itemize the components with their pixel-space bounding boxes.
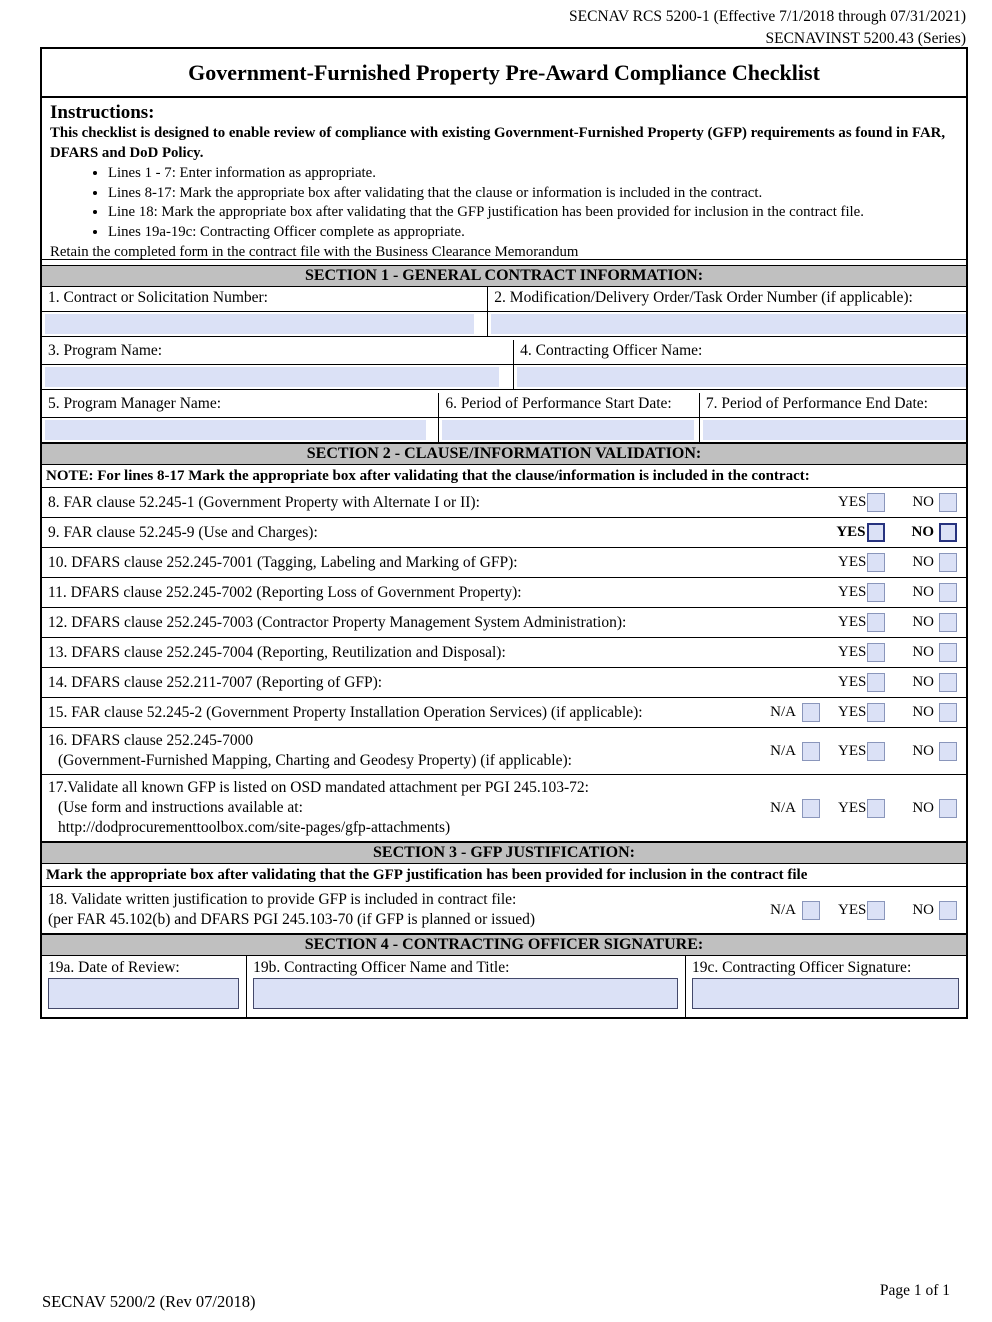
- clause-row-8: [42, 488, 966, 518]
- row11-no-label: NO: [912, 584, 934, 600]
- row14-yes-checkbox[interactable]: [867, 673, 885, 692]
- instructions-retain-note: Retain the completed form in the contract file with the Business Clearance Memorandum: [50, 244, 579, 260]
- header-rcs-line: SECNAV RCS 5200-1 (Effective 7/1/2018 through 07/31/2021): [569, 8, 966, 25]
- row12-no-label: NO: [912, 614, 934, 630]
- officer-name-title-cell: [247, 956, 686, 1017]
- row12-yes-checkbox[interactable]: [867, 613, 885, 632]
- clause-row-9-label: 9. FAR clause 52.245-9 (Use and Charges):: [48, 523, 318, 541]
- footer-page-number: Page 1 of 1: [879, 1282, 950, 1299]
- program-name-input[interactable]: [45, 367, 499, 387]
- clause-row-16-label: [42, 728, 770, 774]
- officer-signature-cell: [686, 956, 966, 1017]
- row9-no-checkbox[interactable]: [939, 523, 957, 542]
- clause-row-15: [42, 698, 966, 728]
- clause-row-16: [42, 728, 966, 775]
- row16-no-label: NO: [912, 742, 934, 759]
- row16-yes-checkbox[interactable]: [867, 742, 885, 761]
- justification-row-18: [42, 887, 966, 934]
- clause-row-17-label: [42, 775, 770, 841]
- clause-row-15-label: 15. FAR clause 52.245-2 (Government Property Installation Operation Services) (if applicable):: [48, 703, 643, 721]
- row14-no-label: NO: [912, 674, 934, 690]
- date-of-review-cell: [42, 956, 247, 1017]
- row8-yes-checkbox[interactable]: [867, 493, 885, 512]
- clause-row-14: [42, 668, 966, 698]
- form-title: Government-Furnished Property Pre-Award Compliance Checklist: [42, 49, 966, 98]
- pop-start-date-label: 6. Period of Performance Start Date:: [439, 393, 700, 417]
- modification-number-label: 2. Modification/Delivery Order/Task Order Number (if applicable):: [494, 289, 913, 306]
- row12-no-checkbox[interactable]: [939, 613, 957, 632]
- instruction-bullet: • Lines 19a-19c: Contracting Officer complete as appropriate.: [108, 223, 958, 243]
- instructions-block: [42, 98, 966, 260]
- instruction-bullet: • Lines 8-17: Mark the appropriate box after validating that the clause or information is included in the contract.: [108, 184, 958, 204]
- officer-signature-input[interactable]: [692, 978, 959, 1009]
- row10-yes-label: YES: [837, 554, 867, 570]
- section3-note: Mark the appropriate box after validating that the GFP justification has been provided for inclusion in the contract file: [42, 864, 966, 887]
- row18-yes-label: YES: [837, 901, 867, 918]
- clause-row-16-line1: 16. DFARS clause 252.245-7000: [48, 732, 254, 749]
- row15-na-checkbox[interactable]: [802, 703, 820, 722]
- signature-row: [42, 956, 966, 1017]
- clause-row-13: [42, 638, 966, 668]
- date-of-review-input[interactable]: [48, 978, 239, 1009]
- row13-no-label: NO: [912, 644, 934, 660]
- clause-row-17-line2: (Use form and instructions available at:: [58, 799, 303, 816]
- section2-note: NOTE: For lines 8-17 Mark the appropriate box after validating that the clause/information is included in the contract:: [42, 465, 966, 488]
- row17-no-checkbox[interactable]: [939, 799, 957, 818]
- row15-yes-label: YES: [837, 704, 867, 720]
- justification-row-18-line2: (per FAR 45.102(b) and DFARS PGI 245.103-70 (if GFP is planned or issued): [48, 911, 536, 928]
- justification-row-18-line1: 18. Validate written justification to provide GFP is included in contract file:: [48, 891, 517, 908]
- clause-row-17: [42, 775, 966, 842]
- section3-header: SECTION 3 - GFP JUSTIFICATION:: [42, 842, 966, 864]
- row18-na-label: N/A: [770, 901, 796, 918]
- footer-form-number: SECNAV 5200/2 (Rev 07/2018): [42, 1292, 256, 1311]
- row9-yes-label: YES: [836, 524, 866, 540]
- section1-row-5-7: [42, 393, 966, 443]
- row17-yes-label: YES: [837, 799, 867, 816]
- clause-row-12-label: 12. DFARS clause 252.245-7003 (Contractor Property Management System Administration):: [48, 613, 627, 631]
- row9-yes-checkbox[interactable]: [867, 523, 885, 542]
- row8-no-checkbox[interactable]: [939, 493, 957, 512]
- clause-row-17-line1: 17.Validate all known GFP is listed on OSD mandated attachment per PGI 245.103-72:: [48, 779, 589, 796]
- clause-row-11: [42, 578, 966, 608]
- section2-header: SECTION 2 - CLAUSE/INFORMATION VALIDATION:: [42, 443, 966, 465]
- instructions-heading: Instructions:: [50, 102, 155, 123]
- document-header: [569, 6, 966, 50]
- section1-row-1-2: [42, 287, 966, 337]
- row10-no-label: NO: [912, 554, 934, 570]
- officer-name-title-label: 19b. Contracting Officer Name and Title:: [253, 959, 510, 976]
- clause-row-12: [42, 608, 966, 638]
- contract-number-label: 1. Contract or Solicitation Number:: [42, 287, 488, 311]
- row11-no-checkbox[interactable]: [939, 583, 957, 602]
- instructions-intro: This checklist is designed to enable review of compliance with existing Government-Furnished Property (GFP) requirements as found in FAR, DFARS and DoD Policy.: [50, 125, 946, 161]
- modification-number-input[interactable]: [491, 314, 966, 334]
- row13-yes-checkbox[interactable]: [867, 643, 885, 662]
- row13-no-checkbox[interactable]: [939, 643, 957, 662]
- officer-signature-label: 19c. Contracting Officer Signature:: [692, 959, 912, 976]
- row15-yes-checkbox[interactable]: [867, 703, 885, 722]
- row17-na-checkbox[interactable]: [802, 799, 820, 818]
- pop-end-date-label: 7. Period of Performance End Date:: [705, 395, 928, 412]
- pop-start-date-input[interactable]: [442, 420, 694, 440]
- section4-header: SECTION 4 - CONTRACTING OFFICER SIGNATURE:: [42, 934, 966, 956]
- row18-yes-checkbox[interactable]: [867, 901, 885, 920]
- row12-yes-label: YES: [837, 614, 867, 630]
- clause-row-9: [42, 518, 966, 548]
- section1-row-3-4: [42, 340, 966, 390]
- row16-na-checkbox[interactable]: [802, 742, 820, 761]
- clause-row-14-label: 14. DFARS clause 252.211-7007 (Reporting of GFP):: [48, 673, 383, 691]
- clause-row-10-label: 10. DFARS clause 252.245-7001 (Tagging, Labeling and Marking of GFP):: [48, 553, 518, 571]
- row13-yes-label: YES: [837, 644, 867, 660]
- form-container: [40, 47, 968, 1019]
- instruction-bullet: • Lines 1 - 7: Enter information as appropriate.: [108, 164, 958, 184]
- clause-row-17-line3: http://dodprocurementtoolbox.com/site-pages/gfp-attachments): [58, 819, 451, 836]
- justification-row-18-label: [42, 887, 770, 933]
- clause-row-10: [42, 548, 966, 578]
- section1-header: SECTION 1 - GENERAL CONTRACT INFORMATION:: [42, 265, 966, 287]
- row15-no-checkbox[interactable]: [939, 703, 957, 722]
- clause-row-16-line2: (Government-Furnished Mapping, Charting and Geodesy Property) (if applicable):: [58, 752, 572, 769]
- row11-yes-checkbox[interactable]: [867, 583, 885, 602]
- row11-yes-label: YES: [837, 584, 867, 600]
- row15-na-label: N/A: [770, 704, 796, 720]
- pop-end-date-input[interactable]: [703, 420, 966, 440]
- row18-no-label: NO: [912, 901, 934, 918]
- program-name-label: 3. Program Name:: [42, 340, 514, 364]
- row16-yes-label: YES: [837, 742, 867, 759]
- contracting-officer-name-input[interactable]: [517, 367, 966, 387]
- instruction-bullet: • Line 18: Mark the appropriate box after validating that the GFP justification has been provided for inclusion in the contract file.: [108, 203, 958, 223]
- clause-row-11-label: 11. DFARS clause 252.245-7002 (Reporting Loss of Government Property):: [48, 583, 522, 601]
- row14-yes-label: YES: [837, 674, 867, 690]
- row14-no-checkbox[interactable]: [939, 673, 957, 692]
- row17-na-label: N/A: [770, 799, 796, 816]
- date-of-review-label: 19a. Date of Review:: [48, 959, 180, 976]
- row8-yes-label: YES: [837, 494, 867, 510]
- row8-no-label: NO: [912, 494, 934, 510]
- row16-no-checkbox[interactable]: [939, 742, 957, 761]
- clause-row-13-label: 13. DFARS clause 252.245-7004 (Reporting, Reutilization and Disposal):: [48, 643, 506, 661]
- clause-row-8-label: 8. FAR clause 52.245-1 (Government Property with Alternate I or II):: [48, 493, 480, 511]
- row10-yes-checkbox[interactable]: [867, 553, 885, 572]
- row10-no-checkbox[interactable]: [939, 553, 957, 572]
- row17-yes-checkbox[interactable]: [867, 799, 885, 818]
- contracting-officer-name-label: 4. Contracting Officer Name:: [520, 342, 703, 359]
- header-instruction-line: SECNAVINST 5200.43 (Series): [765, 30, 966, 47]
- row16-na-label: N/A: [770, 742, 796, 759]
- instructions-list: [108, 164, 958, 242]
- program-manager-name-input[interactable]: [45, 420, 426, 440]
- row15-no-label: NO: [912, 704, 934, 720]
- contract-number-input[interactable]: [45, 314, 474, 334]
- row18-na-checkbox[interactable]: [802, 901, 820, 920]
- officer-name-title-input[interactable]: [253, 978, 678, 1009]
- row18-no-checkbox[interactable]: [939, 901, 957, 920]
- program-manager-name-label: 5. Program Manager Name:: [42, 393, 439, 417]
- row9-no-label: NO: [911, 524, 934, 540]
- row17-no-label: NO: [912, 799, 934, 816]
